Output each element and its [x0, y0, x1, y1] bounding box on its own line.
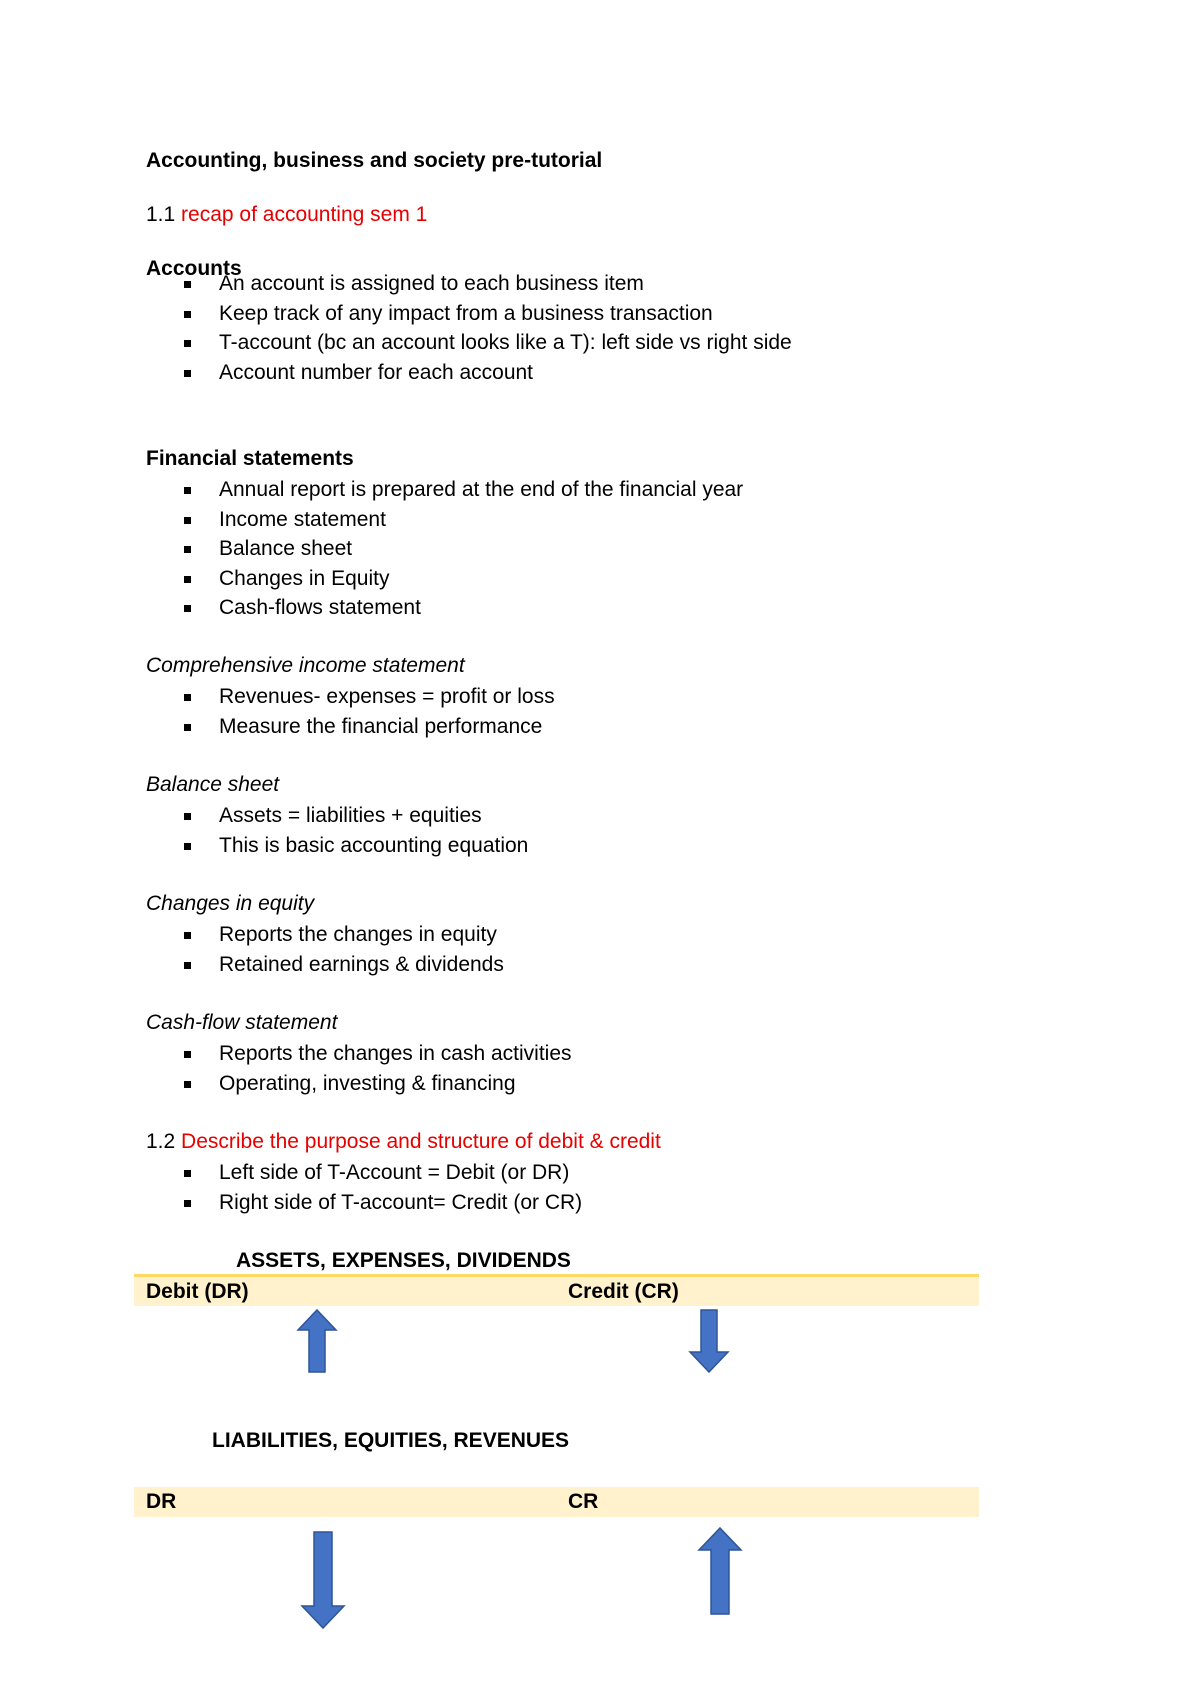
list-item: [0, 299, 792, 329]
bullet-icon: [184, 517, 191, 524]
bullet-icon: [184, 576, 191, 583]
list-item-text: Right side of T-account= Credit (or CR): [219, 1190, 583, 1214]
cash-flow-heading: Cash-flow statement: [146, 1011, 338, 1034]
bullet-icon: [184, 605, 191, 612]
bullet-icon: [184, 340, 191, 347]
t-account-1-header: [134, 1274, 979, 1306]
list-item-text: T-account (bc an account looks like a T): left side vs right side: [219, 331, 792, 354]
list-item-text: Changes in Equity: [219, 566, 390, 590]
t-account-1-credit-label: Credit (CR): [568, 1280, 679, 1303]
comprehensive-income-list: [0, 682, 555, 741]
bullet-icon: [184, 1051, 191, 1058]
t-account-2-header: [134, 1487, 979, 1517]
list-item: [0, 831, 528, 861]
arrow-down-icon: [688, 1308, 730, 1374]
t-account-2-cr-label: CR: [568, 1490, 599, 1513]
list-item-text: Operating, investing & financing: [219, 1071, 516, 1095]
bullet-icon: [184, 843, 191, 850]
list-item: [0, 712, 555, 742]
list-item-text: Measure the financial performance: [219, 714, 543, 738]
list-item-text: Keep track of any impact from a business transaction: [219, 301, 713, 325]
list-item-text: Left side of T-Account = Debit (or DR): [219, 1161, 570, 1184]
list-item: [0, 801, 528, 831]
changes-in-equity-heading: Changes in equity: [146, 892, 315, 915]
bullet-icon: [184, 281, 191, 288]
accounts-list: [0, 269, 792, 387]
list-item-text: Assets = liabilities + equities: [219, 804, 482, 827]
list-item-text: Balance sheet: [219, 537, 353, 560]
list-item: [0, 682, 555, 712]
accounts-heading: Accounts: [146, 257, 242, 280]
t-account-1-debit-label: Debit (DR): [146, 1280, 249, 1303]
bullet-icon: [184, 724, 191, 731]
list-item: [0, 564, 743, 594]
list-item: [0, 1039, 572, 1069]
section-1-heading: [146, 203, 427, 227]
list-item-text: Annual report is prepared at the end of the financial year: [219, 478, 744, 501]
bullet-icon: [184, 813, 191, 820]
arrow-up-icon: [697, 1526, 743, 1616]
list-item-text: This is basic accounting equation: [219, 833, 529, 857]
debit-credit-list: [0, 1158, 582, 1217]
changes-in-equity-list: [0, 920, 504, 979]
bullet-icon: [184, 546, 191, 553]
bullet-icon: [184, 932, 191, 939]
section-2-heading: [146, 1130, 661, 1154]
financial-statements-list: [0, 475, 743, 623]
list-item: [0, 534, 743, 564]
list-item: [0, 505, 743, 535]
financial-statements-heading: Financial statements: [146, 447, 354, 470]
list-item: [0, 475, 743, 505]
list-item: [0, 920, 504, 950]
section-1-text: recap of accounting sem 1: [181, 203, 428, 226]
bullet-icon: [184, 370, 191, 377]
list-item-text: Account number for each account: [219, 360, 534, 384]
t-account-2-label: LIABILITIES, EQUITIES, REVENUES: [212, 1429, 570, 1452]
list-item: [0, 950, 504, 980]
bullet-icon: [184, 487, 191, 494]
list-item: [0, 328, 792, 358]
balance-sheet-list: [0, 801, 528, 860]
arrow-up-icon: [296, 1308, 338, 1374]
section-1-number: 1.1: [146, 203, 176, 226]
list-item-text: Reports the changes in cash activities: [219, 1042, 572, 1065]
list-item-text: Cash-flows statement: [219, 596, 421, 619]
balance-sheet-heading: Balance sheet: [146, 773, 280, 796]
t-account-2-dr-label: DR: [146, 1490, 177, 1513]
bullet-icon: [184, 694, 191, 701]
list-item-text: Revenues- expenses = profit or loss: [219, 685, 555, 708]
cash-flow-list: [0, 1039, 572, 1098]
comprehensive-income-heading: Comprehensive income statement: [146, 654, 465, 677]
list-item: [0, 358, 792, 388]
bullet-icon: [184, 1081, 191, 1088]
bullet-icon: [184, 1200, 191, 1207]
document-title: Accounting, business and society pre-tutorial: [146, 149, 603, 172]
list-item: [0, 1158, 582, 1188]
bullet-icon: [184, 311, 191, 318]
t-account-1-label: ASSETS, EXPENSES, DIVIDENDS: [236, 1249, 571, 1272]
list-item-text: Reports the changes in equity: [219, 923, 497, 946]
list-item-text: Income statement: [219, 507, 386, 531]
list-item: [0, 593, 743, 623]
list-item-text: Retained earnings & dividends: [219, 952, 504, 976]
section-2-text: Describe the purpose and structure of debit & credit: [181, 1130, 661, 1153]
list-item: [0, 1069, 572, 1099]
list-item: [0, 1188, 582, 1218]
bullet-icon: [184, 962, 191, 969]
bullet-icon: [184, 1170, 191, 1177]
section-2-number: 1.2: [146, 1130, 176, 1153]
list-item: [0, 269, 792, 299]
list-item-text: An account is assigned to each business item: [219, 272, 644, 295]
arrow-down-icon: [300, 1530, 346, 1630]
